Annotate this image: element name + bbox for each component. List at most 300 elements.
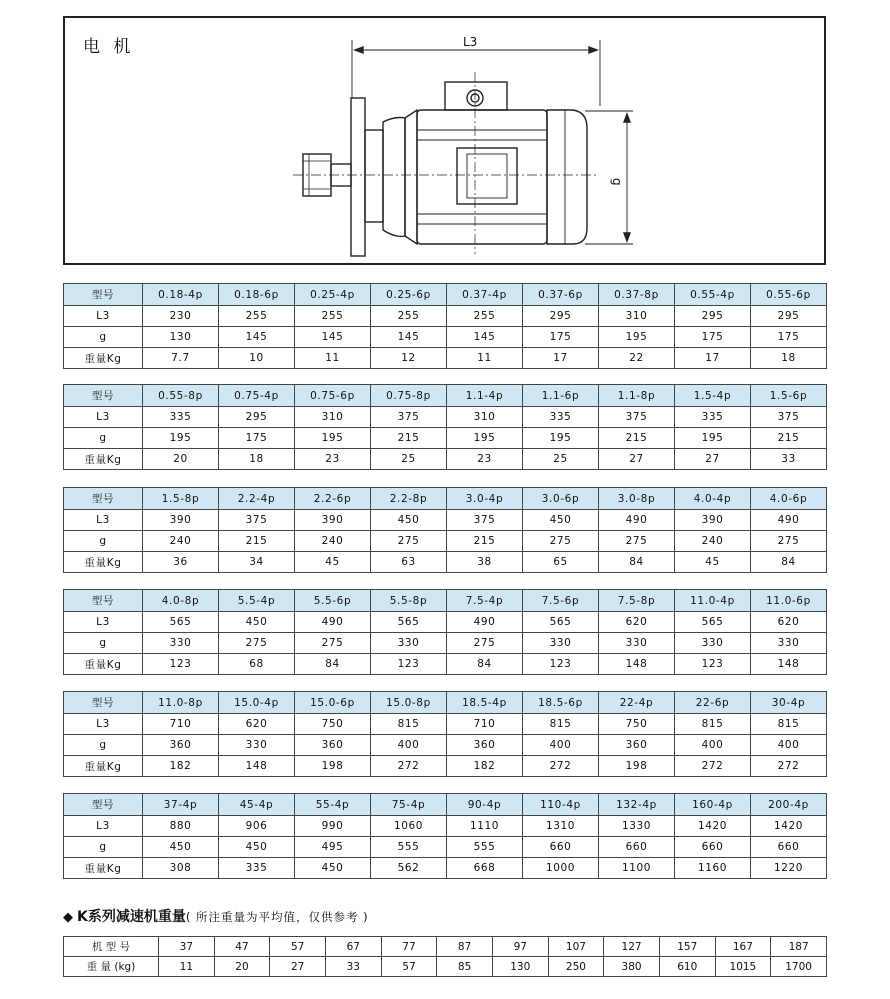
- value-cell: 375: [447, 510, 523, 531]
- model-cell: 7.5-4p: [447, 590, 523, 612]
- model-cell: 200-4p: [751, 794, 827, 816]
- model-cell: 1.1-4p: [447, 385, 523, 407]
- value-cell: 84: [447, 654, 523, 675]
- model-cell: 30-4p: [751, 692, 827, 714]
- value-cell: 275: [447, 633, 523, 654]
- value-cell: 63: [371, 552, 447, 573]
- k-weight-cell: 57: [381, 957, 437, 977]
- value-cell: 400: [751, 735, 827, 756]
- row-label: 重量Kg: [64, 654, 143, 675]
- k-weight-cell: 27: [270, 957, 326, 977]
- k-model-row: [64, 937, 827, 957]
- value-cell: 215: [751, 428, 827, 449]
- value-cell: 308: [143, 858, 219, 879]
- row-label: g: [64, 633, 143, 654]
- k-series-weight-table: [63, 936, 827, 977]
- row-label: 重量Kg: [64, 449, 143, 470]
- value-cell: 1160: [675, 858, 751, 879]
- k-model-cell: 167: [715, 937, 771, 957]
- value-cell: 65: [523, 552, 599, 573]
- value-cell: 272: [675, 756, 751, 777]
- row-label: 型号: [64, 284, 143, 306]
- k-model-cell: 157: [659, 937, 715, 957]
- spec-table: [63, 691, 827, 777]
- k-model-cell: 47: [214, 937, 270, 957]
- model-row: [64, 488, 827, 510]
- k-weight-cell: 1700: [771, 957, 827, 977]
- model-cell: 2.2-8p: [371, 488, 447, 510]
- value-cell: 195: [675, 428, 751, 449]
- l3-row: [64, 510, 827, 531]
- value-cell: 145: [295, 327, 371, 348]
- value-cell: 1310: [523, 816, 599, 837]
- value-cell: 20: [143, 449, 219, 470]
- row-label: 重量Kg: [64, 348, 143, 369]
- k-weight-cell: 85: [437, 957, 493, 977]
- weight-row: [64, 449, 827, 470]
- k-model-cell: 187: [771, 937, 827, 957]
- value-cell: 215: [219, 531, 295, 552]
- value-cell: 330: [675, 633, 751, 654]
- value-cell: 145: [447, 327, 523, 348]
- model-cell: 160-4p: [675, 794, 751, 816]
- value-cell: 84: [599, 552, 675, 573]
- value-cell: 490: [447, 612, 523, 633]
- value-cell: 195: [599, 327, 675, 348]
- value-cell: 7.7: [143, 348, 219, 369]
- g-row: [64, 531, 827, 552]
- model-cell: 0.75-6p: [295, 385, 371, 407]
- value-cell: 272: [371, 756, 447, 777]
- model-cell: 5.5-4p: [219, 590, 295, 612]
- spec-table: [63, 793, 827, 879]
- value-cell: 565: [675, 612, 751, 633]
- l3-row: [64, 612, 827, 633]
- l3-row: [64, 714, 827, 735]
- value-cell: 335: [523, 407, 599, 428]
- k-weight-cell: 33: [325, 957, 381, 977]
- model-cell: 0.37-4p: [447, 284, 523, 306]
- model-cell: 4.0-8p: [143, 590, 219, 612]
- model-row: [64, 794, 827, 816]
- l3-row: [64, 407, 827, 428]
- value-cell: 17: [523, 348, 599, 369]
- value-cell: 330: [143, 633, 219, 654]
- value-cell: 18: [751, 348, 827, 369]
- row-label: 型号: [64, 385, 143, 407]
- row-label: 型号: [64, 590, 143, 612]
- value-cell: 175: [523, 327, 599, 348]
- value-cell: 815: [371, 714, 447, 735]
- model-cell: 0.25-4p: [295, 284, 371, 306]
- value-cell: 555: [371, 837, 447, 858]
- value-cell: 240: [295, 531, 371, 552]
- value-cell: 375: [219, 510, 295, 531]
- value-cell: 27: [599, 449, 675, 470]
- value-cell: 255: [447, 306, 523, 327]
- value-cell: 400: [371, 735, 447, 756]
- model-cell: 7.5-8p: [599, 590, 675, 612]
- value-cell: 710: [143, 714, 219, 735]
- value-cell: 130: [143, 327, 219, 348]
- model-row: [64, 590, 827, 612]
- weight-row: [64, 348, 827, 369]
- value-cell: 240: [143, 531, 219, 552]
- k-weight-cell: 250: [548, 957, 604, 977]
- model-cell: 18.5-4p: [447, 692, 523, 714]
- value-cell: 255: [371, 306, 447, 327]
- spec-table: [63, 487, 827, 573]
- value-cell: 175: [219, 428, 295, 449]
- k-weight-cell: 380: [604, 957, 660, 977]
- l3-row: [64, 306, 827, 327]
- value-cell: 620: [599, 612, 675, 633]
- model-cell: 11.0-8p: [143, 692, 219, 714]
- value-cell: 335: [219, 858, 295, 879]
- value-cell: 815: [523, 714, 599, 735]
- value-cell: 815: [751, 714, 827, 735]
- k-model-cell: 67: [325, 937, 381, 957]
- value-cell: 450: [219, 837, 295, 858]
- g-row: [64, 735, 827, 756]
- row-label: L3: [64, 816, 143, 837]
- value-cell: 375: [599, 407, 675, 428]
- k-weight-cell: 610: [659, 957, 715, 977]
- model-cell: 45-4p: [219, 794, 295, 816]
- model-cell: 0.25-6p: [371, 284, 447, 306]
- model-cell: 22-4p: [599, 692, 675, 714]
- value-cell: 495: [295, 837, 371, 858]
- figure-title: 电 机: [83, 37, 135, 57]
- value-cell: 562: [371, 858, 447, 879]
- value-cell: 10: [219, 348, 295, 369]
- value-cell: 330: [219, 735, 295, 756]
- model-cell: 75-4p: [371, 794, 447, 816]
- value-cell: 330: [371, 633, 447, 654]
- row-label: g: [64, 735, 143, 756]
- model-cell: 5.5-6p: [295, 590, 371, 612]
- value-cell: 660: [751, 837, 827, 858]
- value-cell: 1220: [751, 858, 827, 879]
- k-model-cell: 97: [492, 937, 548, 957]
- value-cell: 275: [751, 531, 827, 552]
- model-cell: 3.0-8p: [599, 488, 675, 510]
- row-label: 机 型 号: [64, 937, 159, 957]
- value-cell: 36: [143, 552, 219, 573]
- value-cell: 310: [295, 407, 371, 428]
- value-cell: 34: [219, 552, 295, 573]
- value-cell: 565: [371, 612, 447, 633]
- value-cell: 450: [219, 612, 295, 633]
- value-cell: 565: [143, 612, 219, 633]
- model-cell: 22-6p: [675, 692, 751, 714]
- row-label: L3: [64, 407, 143, 428]
- k-model-cell: 107: [548, 937, 604, 957]
- row-label: L3: [64, 714, 143, 735]
- row-label: 重 量 (kg): [64, 957, 159, 977]
- value-cell: 390: [143, 510, 219, 531]
- k-series-title: K系列减速机重量: [77, 909, 186, 925]
- model-cell: 7.5-6p: [523, 590, 599, 612]
- value-cell: 450: [523, 510, 599, 531]
- value-cell: 123: [675, 654, 751, 675]
- g-row: [64, 633, 827, 654]
- value-cell: 275: [295, 633, 371, 654]
- weight-row: [64, 756, 827, 777]
- weight-row: [64, 654, 827, 675]
- value-cell: 330: [751, 633, 827, 654]
- model-cell: 0.55-6p: [751, 284, 827, 306]
- model-cell: 15.0-4p: [219, 692, 295, 714]
- model-cell: 132-4p: [599, 794, 675, 816]
- dim-length-label: L3: [463, 35, 478, 49]
- value-cell: 215: [599, 428, 675, 449]
- value-cell: 175: [675, 327, 751, 348]
- g-row: [64, 837, 827, 858]
- model-cell: 0.18-6p: [219, 284, 295, 306]
- value-cell: 660: [599, 837, 675, 858]
- model-cell: 55-4p: [295, 794, 371, 816]
- value-cell: 145: [219, 327, 295, 348]
- value-cell: 12: [371, 348, 447, 369]
- value-cell: 215: [371, 428, 447, 449]
- k-series-heading: [63, 906, 369, 926]
- value-cell: 360: [143, 735, 219, 756]
- value-cell: 335: [143, 407, 219, 428]
- model-cell: 1.1-6p: [523, 385, 599, 407]
- value-cell: 335: [675, 407, 751, 428]
- row-label: 重量Kg: [64, 756, 143, 777]
- value-cell: 45: [295, 552, 371, 573]
- value-cell: 255: [295, 306, 371, 327]
- weight-row: [64, 858, 827, 879]
- model-cell: 15.0-8p: [371, 692, 447, 714]
- value-cell: 68: [219, 654, 295, 675]
- g-row: [64, 327, 827, 348]
- value-cell: 195: [447, 428, 523, 449]
- model-cell: 2.2-6p: [295, 488, 371, 510]
- model-cell: 2.2-4p: [219, 488, 295, 510]
- model-cell: 3.0-6p: [523, 488, 599, 510]
- k-model-cell: 127: [604, 937, 660, 957]
- value-cell: 23: [447, 449, 523, 470]
- model-cell: 1.5-4p: [675, 385, 751, 407]
- g-row: [64, 428, 827, 449]
- value-cell: 240: [675, 531, 751, 552]
- model-cell: 0.18-4p: [143, 284, 219, 306]
- value-cell: 123: [523, 654, 599, 675]
- row-label: 重量Kg: [64, 858, 143, 879]
- value-cell: 275: [599, 531, 675, 552]
- value-cell: 1420: [675, 816, 751, 837]
- value-cell: 27: [675, 449, 751, 470]
- value-cell: 310: [599, 306, 675, 327]
- value-cell: 565: [523, 612, 599, 633]
- value-cell: 255: [219, 306, 295, 327]
- row-label: g: [64, 428, 143, 449]
- value-cell: 400: [523, 735, 599, 756]
- value-cell: 1060: [371, 816, 447, 837]
- diamond-icon: ◆: [63, 910, 73, 925]
- k-series-note: ( 所注重量为平均值，仅供参考 ): [185, 910, 369, 924]
- value-cell: 23: [295, 449, 371, 470]
- value-cell: 182: [447, 756, 523, 777]
- model-cell: 0.37-8p: [599, 284, 675, 306]
- value-cell: 195: [295, 428, 371, 449]
- value-cell: 198: [599, 756, 675, 777]
- row-label: L3: [64, 510, 143, 531]
- value-cell: 390: [295, 510, 371, 531]
- model-cell: 0.55-8p: [143, 385, 219, 407]
- value-cell: 330: [523, 633, 599, 654]
- k-weight-cell: 11: [159, 957, 215, 977]
- spec-table: [63, 589, 827, 675]
- row-label: 型号: [64, 488, 143, 510]
- value-cell: 195: [143, 428, 219, 449]
- value-cell: 230: [143, 306, 219, 327]
- spec-table: [63, 384, 827, 470]
- value-cell: 295: [523, 306, 599, 327]
- value-cell: 990: [295, 816, 371, 837]
- value-cell: 84: [295, 654, 371, 675]
- model-cell: 110-4p: [523, 794, 599, 816]
- value-cell: 275: [219, 633, 295, 654]
- model-cell: 90-4p: [447, 794, 523, 816]
- model-cell: 37-4p: [143, 794, 219, 816]
- k-model-cell: 87: [437, 937, 493, 957]
- value-cell: 123: [143, 654, 219, 675]
- value-cell: 450: [371, 510, 447, 531]
- model-cell: 18.5-6p: [523, 692, 599, 714]
- model-cell: 0.75-8p: [371, 385, 447, 407]
- value-cell: 555: [447, 837, 523, 858]
- value-cell: 148: [219, 756, 295, 777]
- row-label: 型号: [64, 794, 143, 816]
- value-cell: 25: [371, 449, 447, 470]
- value-cell: 360: [295, 735, 371, 756]
- k-model-cell: 37: [159, 937, 215, 957]
- value-cell: 11: [295, 348, 371, 369]
- value-cell: 295: [751, 306, 827, 327]
- value-cell: 490: [599, 510, 675, 531]
- value-cell: 295: [675, 306, 751, 327]
- value-cell: 310: [447, 407, 523, 428]
- value-cell: 620: [219, 714, 295, 735]
- value-cell: 22: [599, 348, 675, 369]
- value-cell: 668: [447, 858, 523, 879]
- dim-height-label: g: [610, 178, 624, 186]
- value-cell: 330: [599, 633, 675, 654]
- k-weight-cell: 1015: [715, 957, 771, 977]
- value-cell: 1100: [599, 858, 675, 879]
- model-cell: 3.0-4p: [447, 488, 523, 510]
- value-cell: 45: [675, 552, 751, 573]
- value-cell: 620: [751, 612, 827, 633]
- value-cell: 145: [371, 327, 447, 348]
- model-cell: 1.5-6p: [751, 385, 827, 407]
- value-cell: 148: [599, 654, 675, 675]
- model-row: [64, 385, 827, 407]
- value-cell: 84: [751, 552, 827, 573]
- value-cell: 1420: [751, 816, 827, 837]
- model-cell: 0.37-6p: [523, 284, 599, 306]
- value-cell: 18: [219, 449, 295, 470]
- value-cell: 272: [751, 756, 827, 777]
- value-cell: 182: [143, 756, 219, 777]
- value-cell: 375: [371, 407, 447, 428]
- value-cell: 1330: [599, 816, 675, 837]
- k-weight-cell: 20: [214, 957, 270, 977]
- value-cell: 198: [295, 756, 371, 777]
- value-cell: 450: [143, 837, 219, 858]
- value-cell: 906: [219, 816, 295, 837]
- value-cell: 880: [143, 816, 219, 837]
- value-cell: 1000: [523, 858, 599, 879]
- value-cell: 25: [523, 449, 599, 470]
- value-cell: 272: [523, 756, 599, 777]
- value-cell: 710: [447, 714, 523, 735]
- value-cell: 17: [675, 348, 751, 369]
- model-cell: 1.1-8p: [599, 385, 675, 407]
- k-weight-cell: 130: [492, 957, 548, 977]
- row-label: L3: [64, 612, 143, 633]
- model-cell: 15.0-6p: [295, 692, 371, 714]
- model-cell: 11.0-6p: [751, 590, 827, 612]
- row-label: g: [64, 327, 143, 348]
- l3-row: [64, 816, 827, 837]
- value-cell: 275: [371, 531, 447, 552]
- value-cell: 275: [523, 531, 599, 552]
- value-cell: 360: [447, 735, 523, 756]
- row-label: 重量Kg: [64, 552, 143, 573]
- model-cell: 11.0-4p: [675, 590, 751, 612]
- value-cell: 750: [295, 714, 371, 735]
- value-cell: 750: [599, 714, 675, 735]
- k-model-cell: 57: [270, 937, 326, 957]
- motor-figure: [63, 16, 826, 265]
- model-cell: 4.0-4p: [675, 488, 751, 510]
- value-cell: 1110: [447, 816, 523, 837]
- value-cell: 450: [295, 858, 371, 879]
- value-cell: 660: [523, 837, 599, 858]
- model-cell: 5.5-8p: [371, 590, 447, 612]
- value-cell: 11: [447, 348, 523, 369]
- model-cell: 4.0-6p: [751, 488, 827, 510]
- k-model-cell: 77: [381, 937, 437, 957]
- value-cell: 490: [751, 510, 827, 531]
- value-cell: 148: [751, 654, 827, 675]
- value-cell: 390: [675, 510, 751, 531]
- k-weight-row: [64, 957, 827, 977]
- model-row: [64, 284, 827, 306]
- value-cell: 360: [599, 735, 675, 756]
- row-label: g: [64, 531, 143, 552]
- value-cell: 295: [219, 407, 295, 428]
- model-cell: 0.55-4p: [675, 284, 751, 306]
- spec-table: [63, 283, 827, 369]
- weight-row: [64, 552, 827, 573]
- row-label: L3: [64, 306, 143, 327]
- value-cell: 195: [523, 428, 599, 449]
- value-cell: 490: [295, 612, 371, 633]
- value-cell: 815: [675, 714, 751, 735]
- model-cell: 0.75-4p: [219, 385, 295, 407]
- model-row: [64, 692, 827, 714]
- value-cell: 33: [751, 449, 827, 470]
- motor-drawing: [65, 18, 828, 267]
- model-cell: 1.5-8p: [143, 488, 219, 510]
- value-cell: 375: [751, 407, 827, 428]
